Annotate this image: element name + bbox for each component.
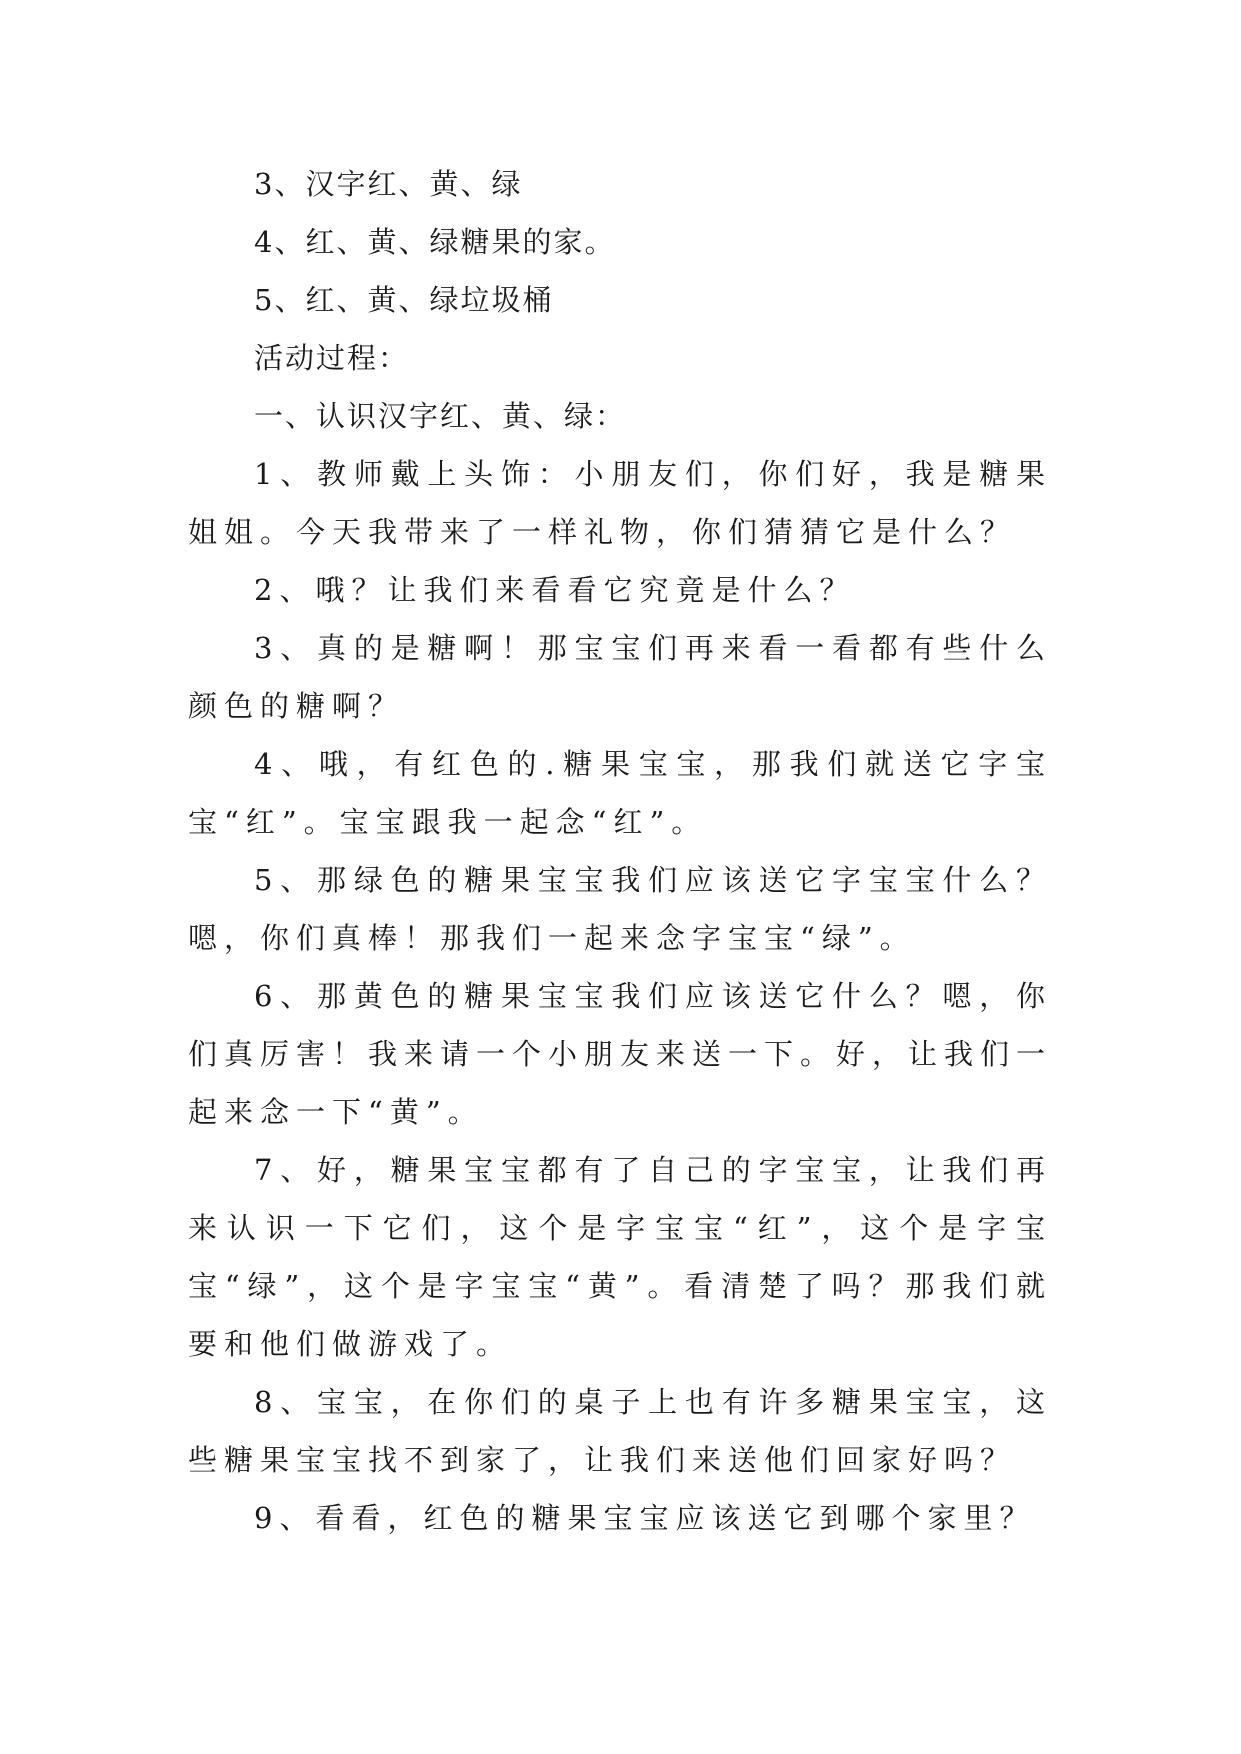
- paragraph-materials-4: 4、红、黄、绿糖果的家。: [254, 225, 616, 259]
- paragraph-step-6: 6、那黄色的糖果宝宝我们应该送它什么？嗯，你们真厉害！我来请一个小朋友来送一下。好，让我们一起来念一下“黄”。: [188, 979, 1053, 1129]
- paragraph-step-4: 4、哦，有红色的.糖果宝宝，那我们就送它字宝宝“红”。宝宝跟我一起念“红”。: [188, 747, 1052, 839]
- paragraph-step-5: 5、那绿色的糖果宝宝我们应该送它字宝宝什么？嗯，你们真棒！那我们一起来念字宝宝“绿”。: [188, 863, 1052, 955]
- paragraph-step-7: 7、好，糖果宝宝都有了自己的字宝宝，让我们再来认识一下它们，这个是字宝宝“红”，这个是字宝宝“绿”，这个是字宝宝“黄”。看清楚了吗？那我们就要和他们做游戏了。: [188, 1153, 1052, 1361]
- paragraph-step-9: 9、看看，红色的糖果宝宝应该送它到哪个家里？: [254, 1501, 1036, 1535]
- paragraph-step-3: 3、真的是糖啊！那宝宝们再来看一看都有些什么颜色的糖啊？: [188, 631, 1052, 723]
- paragraph-materials-5: 5、红、黄、绿垃圾桶: [254, 283, 554, 317]
- paragraph-step-8: 8、宝宝，在你们的桌子上也有许多糖果宝宝，这些糖果宝宝找不到家了，让我们来送他们回家好吗？: [188, 1385, 1052, 1477]
- document-body: [188, 155, 1052, 1547]
- paragraph-step-2: 2、哦？让我们来看看它究竟是什么？: [254, 573, 856, 607]
- paragraph-step-1: 1、教师戴上头饰：小朋友们，你们好，我是糖果姐姐。今天我带来了一样礼物，你们猜猜它是什么？: [188, 457, 1052, 549]
- section-heading-activity-process: 活动过程：: [254, 341, 410, 375]
- paragraph-materials-3: 3、汉字红、黄、绿: [254, 167, 523, 201]
- subsection-heading-recognize-characters: 一、认识汉字红、黄、绿：: [254, 399, 627, 433]
